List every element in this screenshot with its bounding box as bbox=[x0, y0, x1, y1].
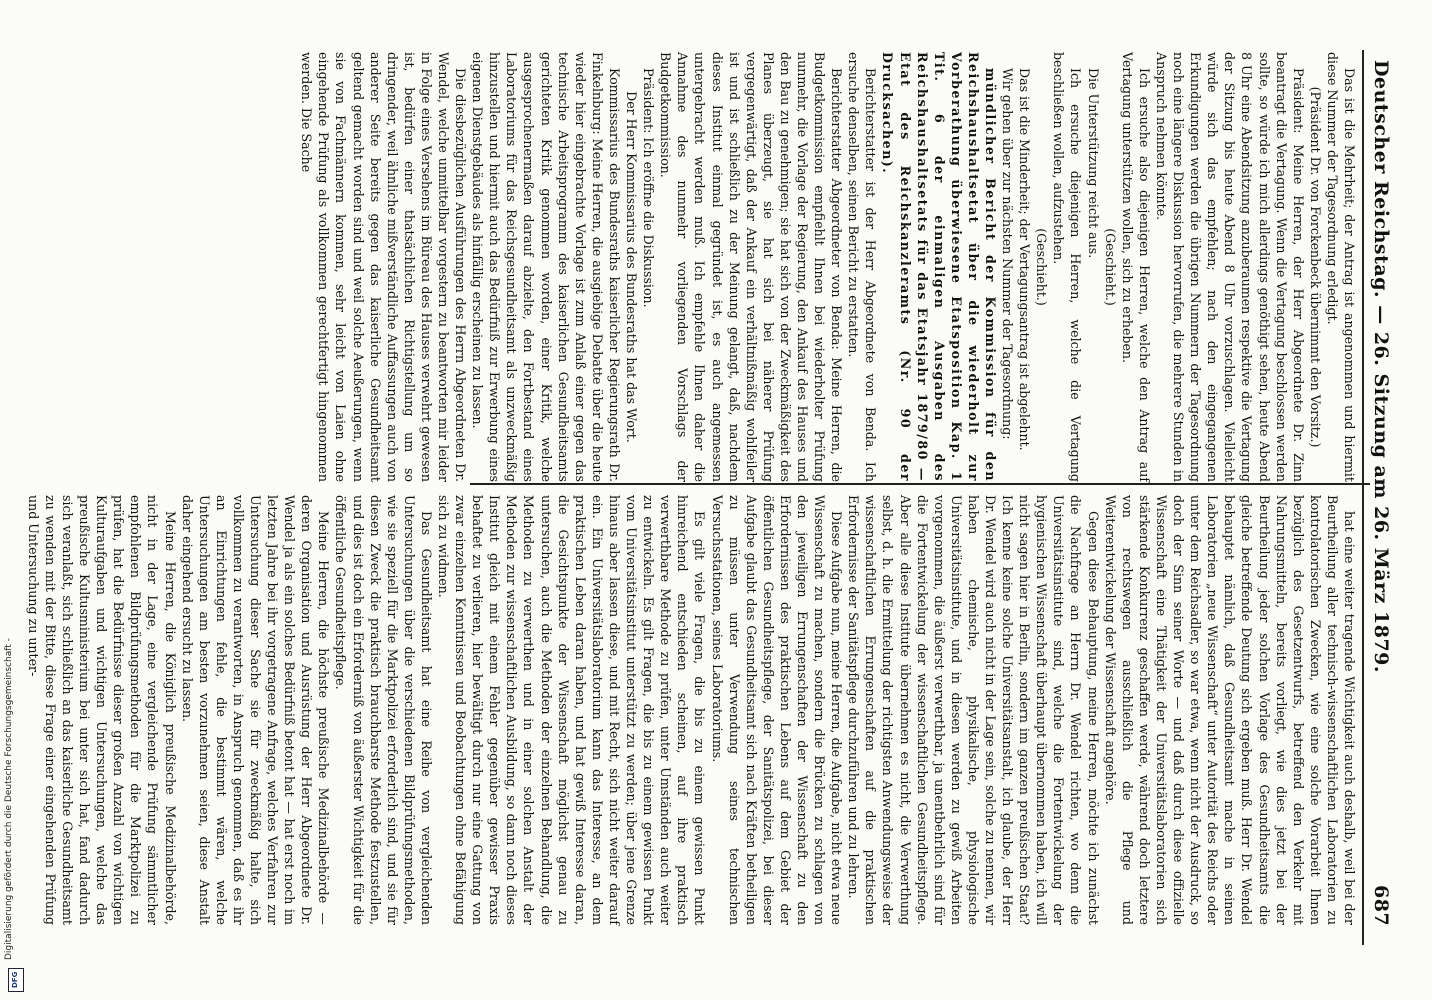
paragraph: Die Unterstützung reicht aus. bbox=[1085, 68, 1101, 259]
left-column bbox=[298, 52, 1358, 482]
paragraph: Das ist die Mehrheit; der Antrag ist angenommen und hiermit diese Nummer der Tagesordnung erledigt. bbox=[1324, 52, 1357, 482]
paragraph: (Geschieht.) bbox=[1102, 228, 1118, 306]
paragraph: Ich ersuche diejenigen Herren, welche die Vertagung beschließen wollen, aufzustehen. bbox=[1051, 52, 1084, 482]
page-number: 687 bbox=[1370, 885, 1392, 927]
right-column bbox=[25, 495, 1358, 925]
running-title: Deutscher Reichstag. — 26. Sitzung am 26. März 1879. bbox=[1370, 60, 1392, 673]
digitization-note: Digitalisierung gefördert durch die Deutsche Forschungsgemeinschaft - bbox=[4, 638, 14, 960]
paragraph: Kommissarius des Bundesraths kaiserlicher Regierungsrath Dr. Finkelnburg: Meine Herren, die ausgiebige Debatte über die heute wieder hier eingebrachte Vorlage ist zum Anlaß einer gegen das technische Arbeitsprogramm des kaiserlichen Gesundheitsamts gerichteten Kritik genommen worden, einer Kritik, welche ausgesprochenermaßen darauf abzielte, den Fortbestand eines Laboratoriums für das Reichsgesundheitsamt als unzweckmäßig hinzustellen und hiermit auch das Bedürfniß zur Erwerbung eines eigenen Dienstgebäudes als hinfällig erscheinen zu lassen. bbox=[470, 52, 622, 482]
paragraph: Das ist die Minderheit; der Vertagungsantrag ist abgelehnt. bbox=[1017, 68, 1033, 451]
header-rule bbox=[1362, 50, 1364, 945]
paragraph: Das Gesundheitsamt hat eine Reihe von vergleichenden Untersuchungen über die verschiedenen Bildprüfungsmethoden, wie sie speziell für die Marktpolizei erforderlich sind, und sie für diesen Zweck die praktisch brauchbarste Methode festzustellen, und dies ist doch ein Erforderniß von äußerster Wichtigkeit für die öffentliche Gesundheitspflege. bbox=[333, 495, 434, 925]
paragraph: Meine Herren, die höchste preußische Medizinalbehörde — deren Organisation und Ausrüstung der Herr Abgeordnete Dr. Wendel ja als ein solches Bedürfniß betont hat — hat erst noch im letzten Jahre bei ihr vorgetragene Anfrage, welches Verfahren zur Untersuchung dieser Sache sie für zweckmäßig halte, sich vollkommen zu verantworten, in Anspruch genommen, daß es ihr an Einrichtungen fehle, die bestimmt wären, welche Untersuchungen am besten vorzunehmen seien, diese Anstalt daher eingehend ersucht zu lassen. bbox=[179, 495, 332, 925]
column-divider bbox=[470, 483, 1370, 485]
paragraph: Diese Aufgabe nun, meine Herren, die Aufgabe, nicht etwa neue Wissenschaft zu machen, sondern die Brücken zu schlagen von den jeweiligen Errungenschaften der Wissenschaft zu den Erfordernissen des praktischen Lebens auf dem Gebiet der öffentlichen Gesundheitspflege, der Sanitätspolizei, bei dieser Aufgabe glaubt das Gesundheitsamt sich nach Kräften betheiligen zu müssen unter Verwendung seines technischen Versuchsstationen, seines Laboratoriums. bbox=[709, 495, 845, 925]
paragraph: Präsident: Ich eröffne die Diskussion. bbox=[641, 68, 657, 308]
agenda-item: mündlicher Bericht der Kommission für den Reichshaushaltsetat über die wiederholt zur Vorberathung überwiesene Etatsposition Kap. 1 Tit. 6 der einmaligen Ausgaben des Reichshaushaltsetats für das Etatsjahr 1879/80 — Etat des Reichskanzleramts (Nr. 90 der Drucksachen). bbox=[880, 52, 999, 482]
paragraph: Berichterstatter ist der Herr Abgeordnete von Benda. Ich ersuche denselben, seinen Bericht zu erstatten. bbox=[846, 52, 879, 482]
paragraph: Der Herr Kommissarius des Bundesraths hat das Wort. bbox=[624, 91, 640, 443]
rotated-page bbox=[25, 40, 1392, 960]
paragraph: Ich ersuche also diejenigen Herren, welche den Antrag auf Vertagung unterstützen wollen, sich zu erheben. bbox=[1119, 52, 1152, 482]
paragraph: Präsident: Meine Herren, der Herr Abgeordnete Dr. Zinn beantragt die Vertagung. Wenn die Vertagung beschlossen werden sollte, so würde ich mich allerdings genöthigt sehen, heute Abend 8 Uhr eine Abendsitzung anzuberaumen respektive die Vertagung der Sitzung bis heute Abend 8 Uhr vorzuschlagen. Vielleicht würde sich das empfehlen; nach den eingegangenen Erkundigungen werden die übrigen Nummern der Tagesordnung noch eine längere Diskussion hervorrufen, die mehrere Stunden in Anspruch nehmen könnte. bbox=[1153, 52, 1306, 482]
paragraph: Meine Herren, die Königlich preußische Medizinalbehörde, nicht in der Lage, eine vergleichende Prüfung sämmtlicher empfohlenen Bildprüfungsmethoden für die Marktpolizei zu prüfen, hat die Bedürfnisse dieser großen Anzahl von wichtigen Kulturaufgaben und wichtigen Untersuchungen, welche das preußische Kultusministerium bei unter sich hat, fand dadurch sich veranlaßt, sich schließlich an das kaiserliche Gesundheitsamt zu wenden mit der Bitte, diese Frage einer eingehenden Prüfung und Untersuchung zu unter- bbox=[25, 495, 178, 925]
digitization-footer bbox=[4, 638, 14, 960]
paragraph: (Geschieht.) bbox=[1034, 228, 1050, 306]
paragraph: Die diesbezüglichen Ausführungen des Herrn Abgeordneten Dr. Wendel, welche unmittelbar vorgestern zu beantworten mir leider in Folge eines Versehens im Büreau des Hauses verwehrt gewesen ist, bedürfen einer thatsächlichen Richtigstellung um so dringender, weil ähnliche mißverständliche Auffassungen auch von anderer Seite bereits gegen das kaiserliche Gesundheitsamt geltend gemacht worden sind und weil solche Aeußerungen, wenn sie von Fachmännern kommen, sehr leicht von Laien ohne eingehende Prüfung als vollkommen gerechtfertigt hingenommen werden. Die Sache bbox=[299, 52, 469, 482]
paragraph: (Präsident Dr. von Forckenbeck übernimmt den Vorsitz.) bbox=[1307, 86, 1323, 448]
running-header bbox=[1370, 60, 1392, 673]
paragraph: Wir gehen über zur nächsten Nummer der Tagesordnung: bbox=[1000, 68, 1016, 440]
dfg-logo-text: DFG bbox=[11, 971, 19, 988]
paragraph: hat eine weiter tragende Wichtigkeit auch deshalb, weil bei der Beurtheilung aller technisch-wissenschaftlichen Laboratorien zu kontrolatorischen Zwecken, wie eine solche Vorarbeit Ihnen bezüglich des Gesetzentwurfs, betreffend den Verkehr mit Nahrungsmitteln, bereits vorliegt, wie dies jetzt bei der Beurtheilung jeder solchen Vorlage des Gesundheitsamts die gleiche betreffende Deutung sich ergeben muß. Herr Dr. Wendel behauptet nämlich, daß Gesundheitsamt mache in seinen Laboratorien „neue Wissenschaft“ unter Autorität des Reichs oder unter dem Reichsadler, so war etwa, wenn nicht der Ausdruck, so doch der Sinn seiner Worte — und daß durch diese offizielle Wissenschaft eine Thätigkeit der Universitätslaboratorien sich stärkende Konkurrenz geschaffen werde, während doch letztere von rechtswegen ausschließlich die Pflege und Weiterentwickelung der Wissenschaft angehöre. bbox=[1102, 495, 1357, 925]
paragraph: Berichterstatter Abgeordneter von Benda: Meine Herren, die Budgetkommission empfiehlt Ihnen bei wiederholter Prüfung nunmehr, die Vorlage der Regierung, den Ankauf des Hauses und den Bau zu genehmigen; sie hat sich von der Zweckmäßigkeit des Planes überzeugt, sie hat sich bei näherer Prüfung vergegenwärtigt, daß der Ankauf ein verhältnißmäßig wohlfeiler ist und ist schließlich zu der Meinung gelangt, daß, nachdem dieses Institut einmal gegründet ist, es auch angemessen untergebracht werden muß. Ich empfehle Ihnen daher die Annahme des nunmehr vorliegenden Vorschlags der Budgetkommission. bbox=[658, 52, 845, 482]
paragraph: Gegen diese Behauptung, meine Herren, möchte ich zunächst die Nachfrage an Herrn Dr. Wendel richten, wo denn die Universitätsinstitute sind, welche die Fortentwickelung der hygienischen Wissenschaft überhaupt übernommen haben, ich will nicht sagen hier in Berlin, sondern im ganzen preußischen Staat? Ich kenne keine solche Universitätsanstalt, ich glaube, der Herr Dr. Wendel wird auch nicht in der Lage sein, solche zu nennen, wir haben chemische, physikalische, physiologische Universitätsinstitute, und in diesen werden zu gewiß Arbeiten vorgenommen, die äußerst verwerthbar, ja unentbehrlich sind für die Fortentwickelung der wissenschaftlichen Gesundheitspflege. Aber alle diese Institute übernehmen es nicht, die Verwerthung selbst, d. h. die Ermittelung der richtigsten Anwendungsweise der wissenschaftlichen Errungenschaften auf die praktischen Erfordernisse der Sanitätspflege durchzuführen und zu lehren. bbox=[846, 495, 1101, 925]
paragraph: Es gilt viele Fragen, die bis zu einem gewissen Punkt hinreichend entschieden scheinen, auf ihre praktisch verwerthbare Methode zu prüfen, unter Umständen auch weiter zu entwickeln. Es gilt Fragen, die bis zu einem gewissen Punkt vom Universitätsinstitut unterstützt zu werden; über jene Grenze hinaus aber lassen diese, und mit Recht, sich nicht weiter darauf ein. Ein Universitätslaboratorium kann das Interesse, an dem praktischen Leben daran haben, und hat gewiß Interesse daran, die Gesichtspunkte der Wissenschaft möglichst genau zu untersuchen, auch die Methoden der einzelnen Behandlung, die Methoden zu verwerthen und in einer solchen Anstalt der Methoden zur wissenschaftlichen Ausbildung, so dann noch dieses Institut gleich mit einem Fehler gegenüber gewisser Praxis behaftet zu verlieren, hier bewältigt durch nur eine Gattung von zwar einzelnen Kenntnissen und Beobachtungen ohne Befähigung sich zu widmen. bbox=[436, 495, 708, 925]
dfg-logo bbox=[8, 968, 24, 992]
